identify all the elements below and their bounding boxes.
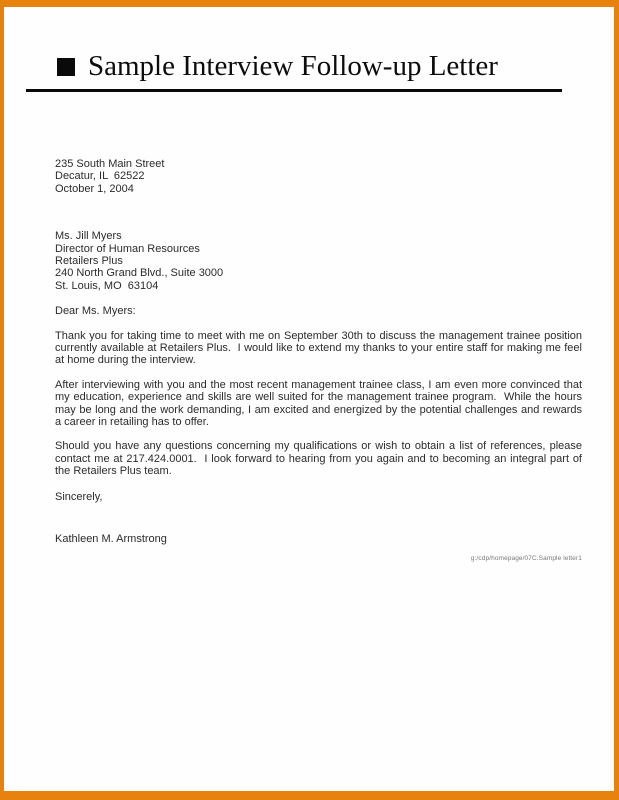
recipient-title: Director of Human Resources — [55, 242, 200, 255]
recipient-city: St. Louis, MO 63104 — [55, 279, 159, 292]
sender-address-block — [55, 158, 582, 195]
letter-body — [55, 157, 586, 564]
paragraph-3: Should you have any questions concerning my qualifications or wish to obtain a list of references, please contact me at 217.424.0001. I look forward to hearing from you again and to becoming an integral part of the Retailers Plus team. — [55, 440, 586, 478]
recipient-name: Ms. Jill Myers — [55, 230, 122, 243]
salutation: Dear Ms. Myers: — [55, 305, 136, 318]
sender-street: 235 South Main Street — [55, 157, 165, 170]
page-title-text: Sample Interview Follow-up Letter — [88, 50, 498, 82]
sender-city: Decatur, IL 62522 — [55, 170, 145, 183]
signature-name: Kathleen M. Armstrong — [55, 533, 167, 546]
paragraph-2: After interviewing with you and the most recent management trainee class, I am even more convinced that my education, experience and skills are well suited for the management trainee program. While the hours may be long and the work demanding, I am excited and energized by the potential challenges and rewards a career in retailing has to offer. — [55, 378, 586, 428]
letter-date: October 1, 2004 — [55, 182, 134, 195]
recipient-street: 240 North Grand Blvd., Suite 3000 — [55, 267, 224, 280]
black-square-icon — [57, 58, 75, 76]
recipient-address-block — [55, 230, 582, 292]
recipient-company: Retailers Plus — [55, 254, 123, 267]
footer-file-path: g:/cdp/homepage/07C.Sample letter1 — [470, 555, 582, 563]
paragraph-1: Thank you for taking time to meet with me on September 30th to discuss the management trainee position currently available at Retailers Plus. I would like to extend my thanks to your entire staff for making me feel at home during the interview. — [55, 329, 586, 367]
closing: Sincerely, — [55, 490, 103, 503]
page-title — [26, 51, 562, 92]
